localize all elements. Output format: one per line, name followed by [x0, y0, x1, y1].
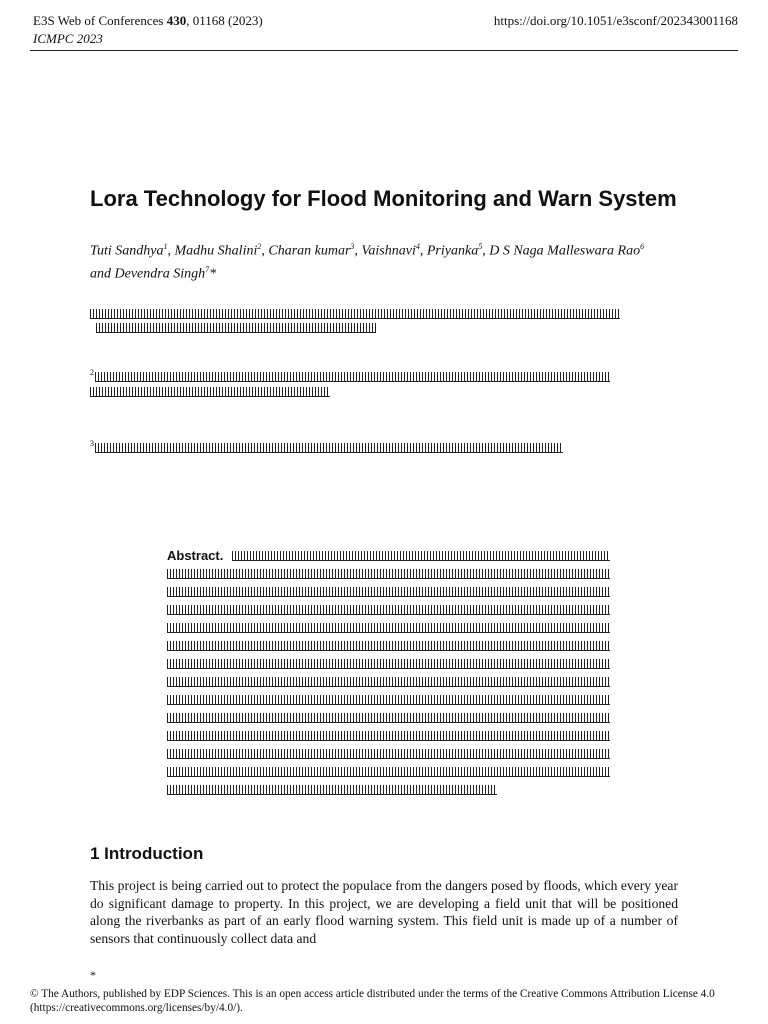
- paper-title: Lora Technology for Flood Monitoring and Warn System: [90, 186, 677, 211]
- author-conjunction: and: [90, 266, 115, 282]
- author-separator: ,: [354, 243, 362, 259]
- abstract-line: [167, 641, 610, 651]
- author-separator: ,: [167, 243, 175, 259]
- affiliation-line: [96, 323, 376, 333]
- author-name: Devendra Singh: [114, 266, 206, 282]
- author-sup: 7: [205, 264, 210, 274]
- abstract-line: [167, 569, 610, 579]
- journal-name: E3S Web of Conferences: [33, 13, 167, 28]
- abstract-line: [167, 785, 497, 795]
- section-body: This project is being carried out to protect the populace from the dangers posed by floods, which every year do significant damage to property. In this project, we are developing a field unit that will be positioned along the riverbanks as part of an early flood warning system. This field unit is made up of a number of sensors that continuously collect data and: [90, 878, 678, 946]
- abstract-line: [167, 605, 610, 615]
- author-name: Charan kumar: [268, 243, 351, 259]
- abstract-line: [167, 695, 610, 705]
- abstract-line: [232, 551, 610, 561]
- license-footer: © The Authors, published by EDP Sciences. This is an open access article distributed under the terms of the Creative Commons Attribution License 4.0 (https://creativecommons.org/licenses/by/4.0/).: [30, 988, 715, 1014]
- author-list: [90, 238, 650, 283]
- section-heading: 1 Introduction: [90, 844, 204, 863]
- abstract-line: [167, 659, 610, 669]
- author-name: Madhu Shalini: [174, 243, 258, 259]
- doi-link[interactable]: https://doi.org/10.1051/e3sconf/202343001168: [493, 13, 738, 28]
- abstract-line: [167, 677, 610, 687]
- author-name: Vaishnavi: [361, 243, 416, 259]
- author-sup: 3: [350, 242, 355, 251]
- author-sup: 1: [163, 242, 168, 251]
- abstract-line: [167, 623, 610, 633]
- author-separator: ,: [482, 243, 490, 259]
- header-divider: [30, 50, 738, 51]
- affiliation-line: [90, 309, 620, 319]
- abstract-line: [167, 749, 610, 759]
- journal-volume: 430: [166, 13, 187, 28]
- affiliation-mark: 2: [90, 368, 94, 377]
- author-sup: 6: [640, 242, 645, 251]
- affiliation-line: [95, 372, 610, 382]
- abstract-line: [167, 713, 610, 723]
- abstract-line: [167, 767, 610, 777]
- affiliation-mark: 3: [90, 439, 94, 448]
- corresponding-glyph: *: [209, 266, 217, 282]
- author-sup: 5: [478, 242, 483, 251]
- conference-name: ICMPC 2023: [33, 31, 103, 46]
- author-sup: 4: [415, 242, 420, 251]
- author-name: D S Naga Malleswara Rao: [489, 243, 641, 259]
- journal-article-number: , 01168 (2023): [186, 13, 263, 28]
- footnote-marker: *: [90, 968, 96, 982]
- author-sup: 2: [257, 242, 262, 251]
- author-separator: ,: [261, 243, 269, 259]
- abstract-line: [167, 587, 610, 597]
- affiliation-line: [95, 443, 563, 453]
- abstract-label: Abstract.: [167, 548, 224, 563]
- author-name: Priyanka: [426, 243, 479, 259]
- journal-citation: [33, 13, 263, 29]
- author-separator: ,: [419, 243, 427, 259]
- affiliation-line: [90, 387, 330, 397]
- author-name: Tuti Sandhya: [90, 243, 164, 259]
- abstract-line: [167, 731, 610, 741]
